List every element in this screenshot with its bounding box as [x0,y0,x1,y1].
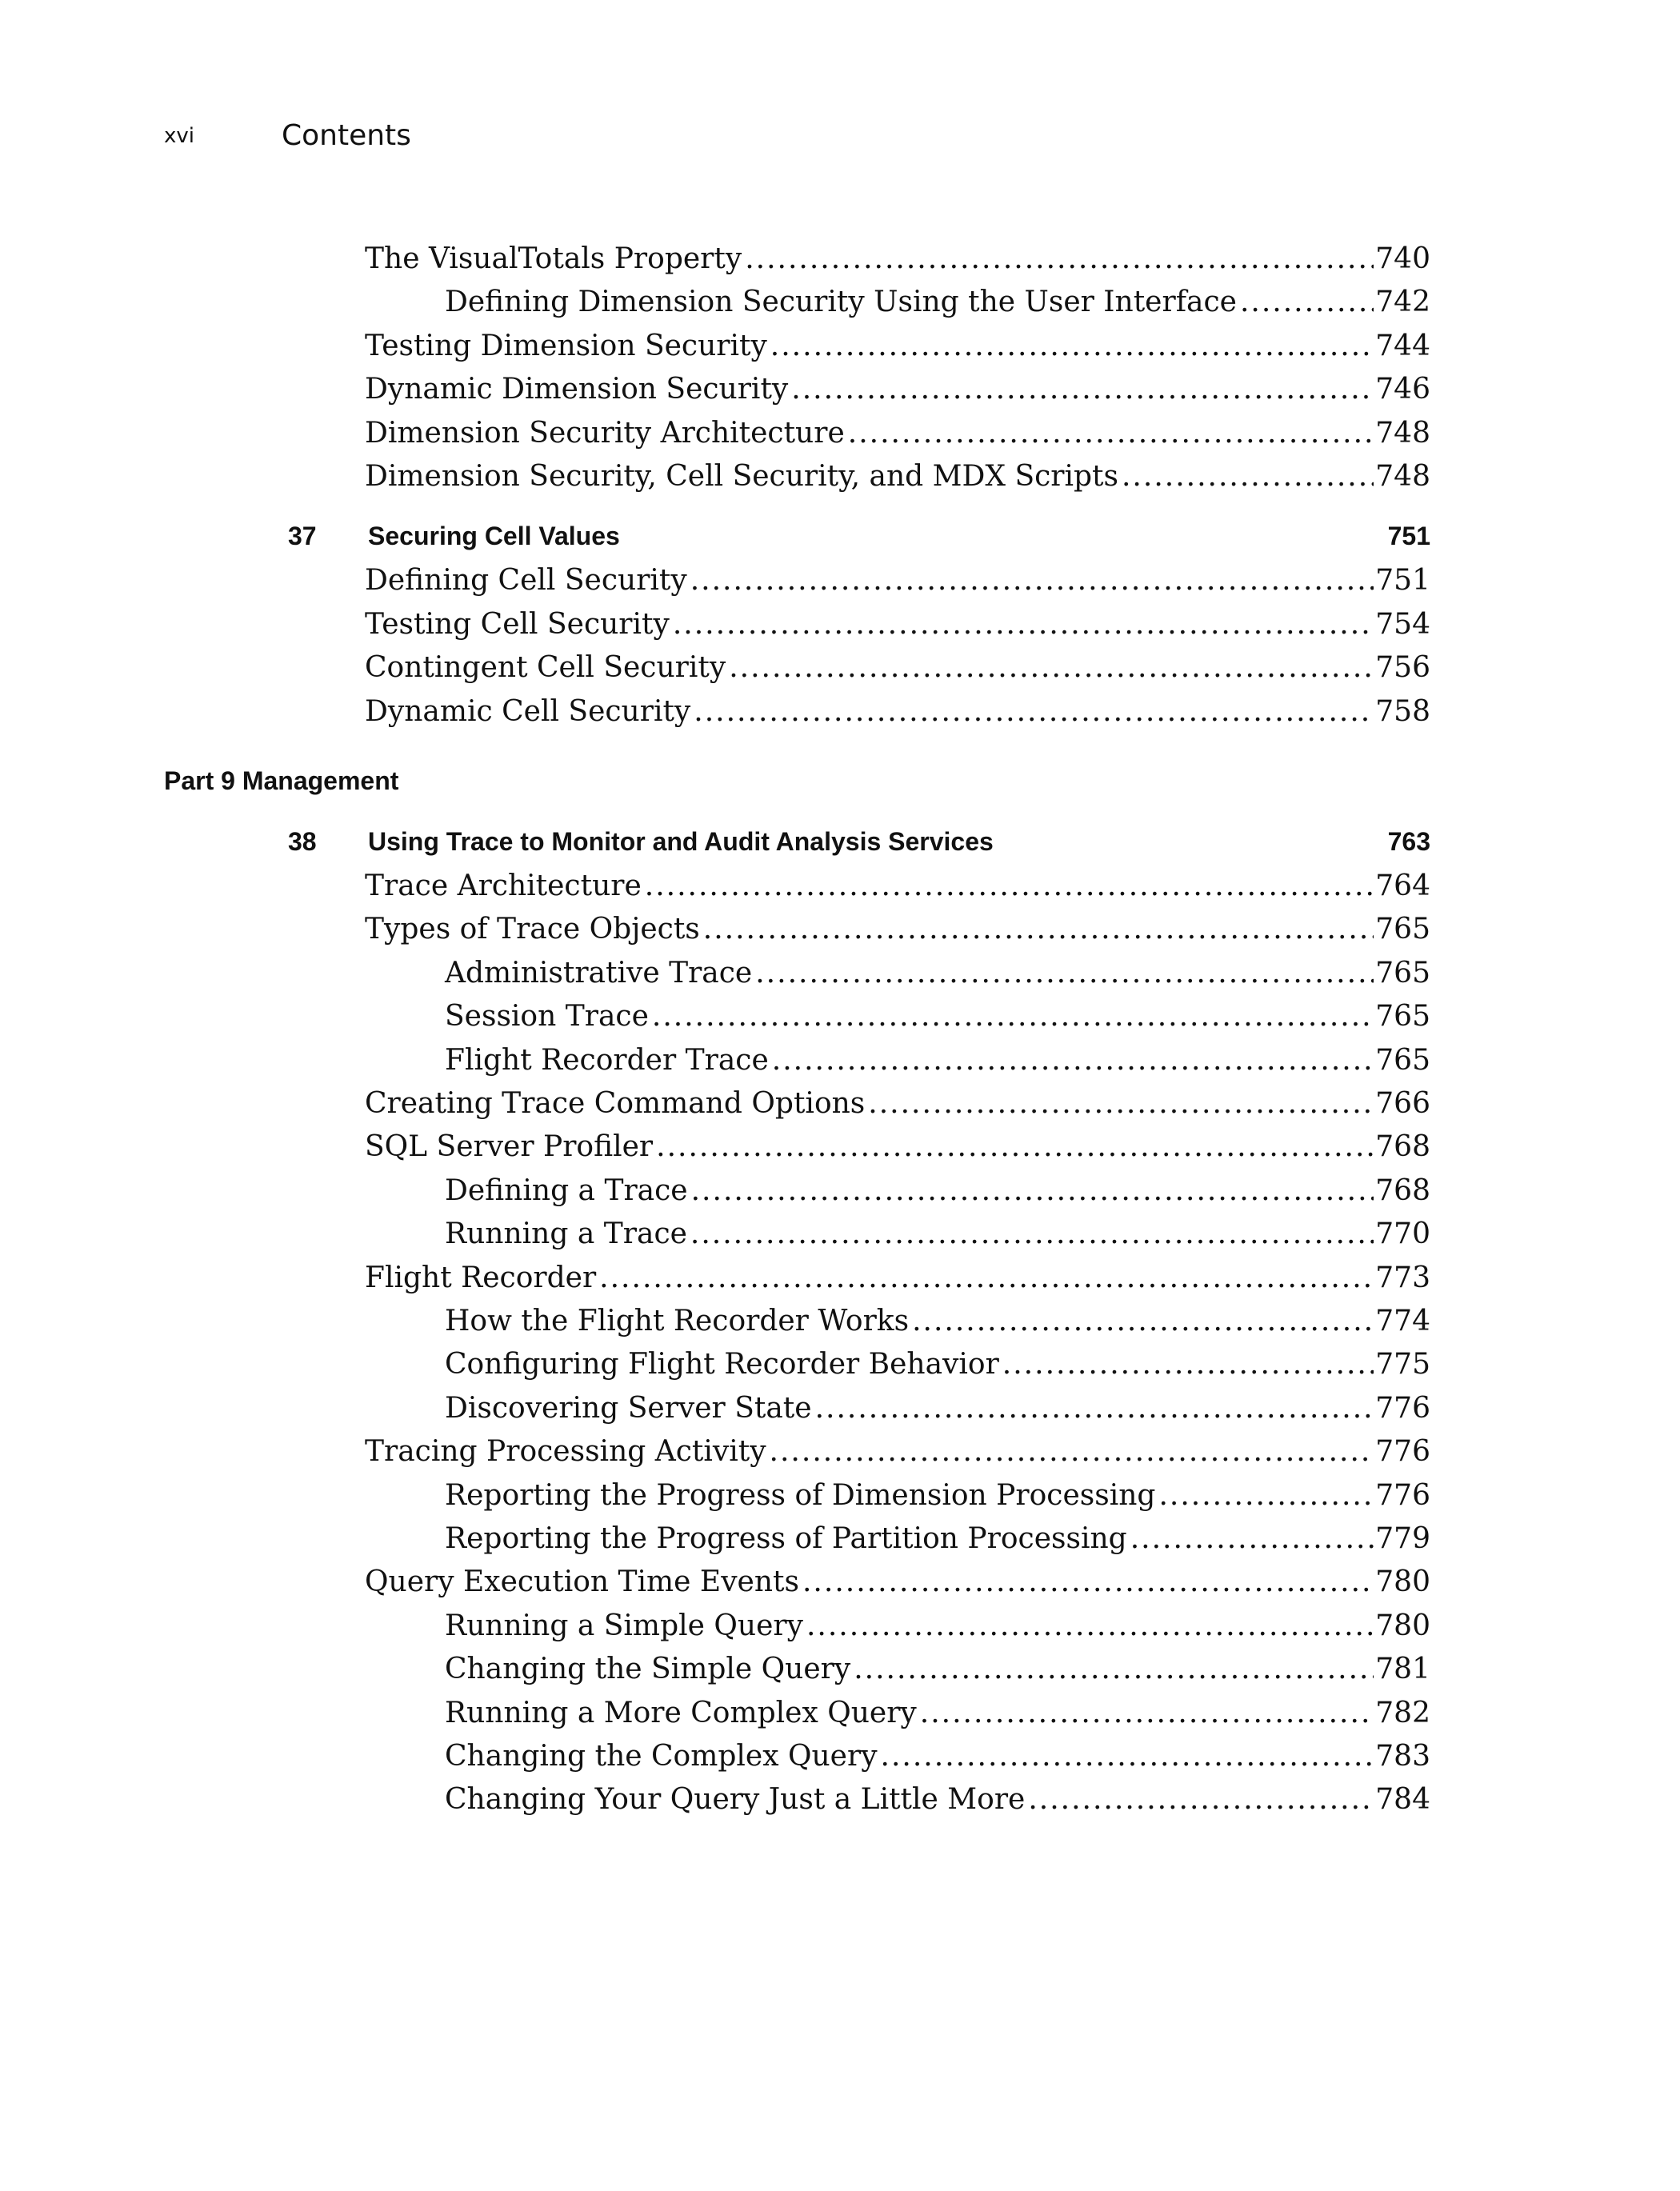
toc-entry-page: 773 [1375,1261,1430,1294]
toc-entry [365,370,1430,410]
leader-dots [652,997,1374,1037]
toc-entry-title: Running a Trace [445,1217,687,1251]
leader-dots [645,866,1374,906]
toc-entry-page: 779 [1375,1522,1430,1555]
leader-dots [815,1389,1374,1429]
toc-entry-page: 776 [1375,1478,1430,1512]
toc-entry [365,692,1430,732]
toc-entry-title: Types of Trace Objects [365,913,700,946]
toc-entry [445,1345,1430,1385]
toc-entry-title: SQL Server Profiler [365,1130,654,1164]
leader-dots [1028,1780,1374,1820]
toc-entry-title: Creating Trace Command Options [365,1087,866,1120]
toc-entry-page: 768 [1375,1130,1430,1164]
toc-entry [445,997,1430,1037]
toc-entry [445,1780,1430,1820]
toc-entry-title: Contingent Cell Security [365,651,726,685]
chapter-page: 751 [1387,522,1430,551]
toc-entry-page: 740 [1375,242,1430,275]
toc-entry-page: 765 [1375,1043,1430,1077]
toc-entry-page: 784 [1375,1783,1430,1817]
toc-entry-title: Defining Dimension Security Using the User Interface [445,286,1237,319]
toc-entry-page: 765 [1375,913,1430,946]
leader-dots [1240,282,1374,322]
toc-entry [445,1041,1430,1081]
leader-dots [599,1258,1374,1298]
toc-entry-page: 780 [1375,1565,1430,1599]
toc-entry-title: Defining a Trace [445,1173,688,1207]
toc-entry-page: 776 [1375,1391,1430,1425]
toc-entry [365,605,1430,645]
toc-entry-title: The VisualTotals Property [365,242,742,275]
leader-dots [1002,1345,1374,1385]
toc-entry-page: 775 [1375,1348,1430,1381]
leader-dots [691,1171,1374,1211]
toc-entry-page: 781 [1375,1653,1430,1686]
leader-dots [802,1562,1374,1602]
toc-entry-page: 766 [1375,1087,1430,1120]
toc-entry [445,1171,1430,1211]
leader-dots [770,326,1374,366]
toc-entry-page: 768 [1375,1173,1430,1207]
chapter-heading [288,516,1430,556]
toc-entry-page: 783 [1375,1740,1430,1773]
toc-entry-title: Dynamic Dimension Security [365,373,789,406]
toc-entry [445,282,1430,322]
toc-entry-page: 764 [1375,870,1430,902]
toc-entry [445,1301,1430,1341]
toc-entry [445,1519,1430,1559]
toc-entry-page: 780 [1375,1609,1430,1642]
leader-dots [1158,1476,1374,1516]
leader-dots [770,1432,1374,1472]
toc-entry [365,457,1430,497]
toc-entry [445,1389,1430,1429]
toc-entry-title: Flight Recorder [365,1261,597,1294]
toc-entry-page: 748 [1375,460,1430,493]
leader-dots [1122,457,1374,497]
toc-entry-page: 746 [1375,373,1430,406]
toc-entry [365,910,1430,950]
toc-entry-title: Trace Architecture [365,870,642,902]
leader-dots [694,692,1374,732]
chapter-heading [288,822,1430,862]
toc-entry-title: Reporting the Progress of Dimension Processing [445,1478,1156,1512]
toc-entry-title: Changing the Complex Query [445,1740,878,1773]
toc-entry [365,1258,1430,1298]
leader-dots [912,1301,1374,1341]
chapter-page: 763 [1387,827,1430,856]
leader-dots [920,1693,1374,1733]
chapter-title: Securing Cell Values [368,522,620,551]
toc-entry-page: 744 [1375,329,1430,362]
leader-dots [1130,1519,1374,1559]
toc-entry-title: Session Trace [445,1000,649,1034]
toc-entry-title: Administrative Trace [445,956,753,990]
toc-entry-page: 770 [1375,1217,1430,1251]
leader-dots [868,1084,1374,1124]
toc-entry-title: How the Flight Recorder Works [445,1305,910,1337]
toc-entry-title: Testing Cell Security [365,607,670,641]
toc-entry-page: 751 [1375,564,1430,598]
toc-entry-title: Running a Simple Query [445,1609,803,1642]
running-head-title: Contents [282,119,411,152]
toc-entry-title: Dimension Security Architecture [365,416,845,450]
toc-entry [365,561,1430,601]
toc-entry-page: 748 [1375,416,1430,450]
chapter-number: 37 [288,522,317,551]
leader-dots [745,239,1374,279]
toc-entry-page: 765 [1375,956,1430,990]
toc-entry [365,1432,1430,1472]
leader-dots [791,370,1374,410]
leader-dots [848,414,1374,454]
toc-entry-title: Dynamic Cell Security [365,694,691,728]
toc-entry [365,1562,1430,1602]
toc-entry-title: Testing Dimension Security [365,329,767,362]
toc-entry [365,866,1430,906]
toc-entry [445,1693,1430,1733]
leader-dots [729,648,1374,688]
toc-entry-title: Changing Your Query Just a Little More [445,1783,1026,1817]
leader-dots [755,954,1374,994]
page-number: xvi [164,124,194,148]
toc-entry [445,1649,1430,1689]
leader-dots [772,1041,1374,1081]
toc-entry-page: 758 [1375,694,1430,728]
toc-entry [445,1606,1430,1646]
toc-entry-page: 742 [1375,286,1430,319]
leader-dots [806,1606,1374,1646]
toc-entry [365,1084,1430,1124]
toc-entry-title: Query Execution Time Events [365,1565,799,1599]
leader-dots [690,561,1374,601]
leader-dots [703,910,1374,950]
toc-entry [445,954,1430,994]
toc-entry [365,326,1430,366]
toc-entry-title: Running a More Complex Query [445,1696,917,1729]
toc-entry-title: Configuring Flight Recorder Behavior [445,1348,999,1381]
toc-entry [445,1476,1430,1516]
leader-dots [854,1649,1374,1689]
toc-entry-title: Changing the Simple Query [445,1653,851,1686]
chapter-title: Using Trace to Monitor and Audit Analysis Services [368,827,994,856]
toc-entry-title: Flight Recorder Trace [445,1043,769,1077]
chapter-number: 38 [288,827,317,856]
leader-dots [690,1214,1374,1254]
toc-entry-page: 776 [1375,1435,1430,1469]
toc-entry-title: Reporting the Progress of Partition Processing [445,1522,1127,1555]
toc-entry [445,1737,1430,1777]
toc-entry-title: Defining Cell Security [365,564,687,598]
toc-entry [365,648,1430,688]
toc-entry-page: 774 [1375,1305,1430,1337]
toc-entry-title: Tracing Processing Activity [365,1435,766,1469]
toc-entry-page: 782 [1375,1696,1430,1729]
toc-entry-page: 765 [1375,1000,1430,1034]
leader-dots [673,605,1374,645]
toc-entry [365,414,1430,454]
part-heading: Part 9 Management [164,766,399,795]
toc-entry [365,239,1430,279]
toc-entry-title: Dimension Security, Cell Security, and MDX Scripts [365,460,1118,493]
toc-entry-page: 754 [1375,607,1430,641]
toc-entry-page: 756 [1375,651,1430,685]
toc-entry [365,1127,1430,1167]
leader-dots [656,1127,1374,1167]
leader-dots [881,1737,1374,1777]
toc-entry-title: Discovering Server State [445,1391,812,1425]
toc-entry [445,1214,1430,1254]
